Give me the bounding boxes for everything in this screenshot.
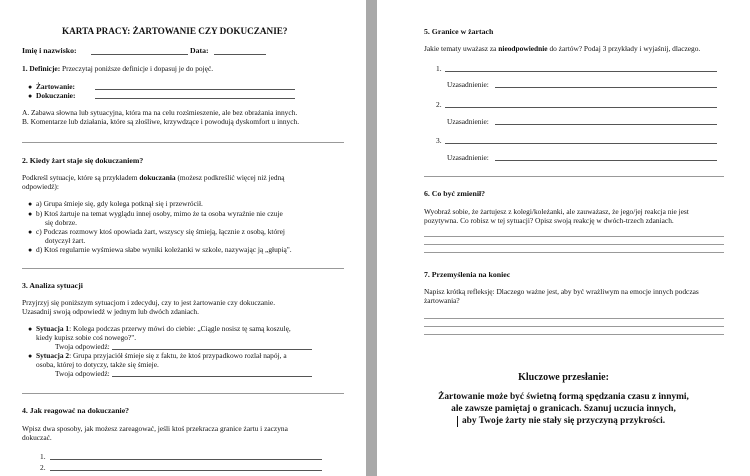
name-field[interactable] (91, 54, 188, 55)
answer-line[interactable] (424, 252, 724, 253)
section-3-heading: 3. Analiza sytuacji (22, 281, 83, 290)
section-divider (424, 176, 724, 177)
bullet-icon: ● (28, 246, 33, 254)
bullet-icon: ● (28, 228, 33, 236)
reaction-1-field[interactable] (50, 459, 322, 460)
section-6-instruction-cont: pozytywna. Co robisz w tej sytuacji? Opisz swoją reakcję w dwóch-trzech zdaniach. (424, 216, 674, 225)
text-cursor (457, 416, 458, 427)
situation-1-cont: kiedy kupisz sobie coś nowego?". (36, 333, 137, 342)
bullet-icon: ● (28, 92, 33, 100)
section-divider (22, 393, 344, 394)
section-divider (22, 268, 344, 269)
topic-3-field[interactable] (445, 143, 717, 144)
option-b-cont: się dobrze. (45, 218, 78, 227)
option-b[interactable]: b) Ktoś żartuje na temat wyglądu innej osoby, mimo że ta osoba wyraźnie nie czuje (36, 209, 283, 218)
topic-2-field[interactable] (445, 107, 717, 108)
answer-line[interactable] (424, 326, 724, 327)
option-c-cont: dotyczył żart. (45, 236, 86, 245)
situation-1-answer-field[interactable] (112, 349, 312, 350)
answer-line[interactable] (424, 236, 724, 237)
answer-number: 2. (40, 463, 46, 472)
answer-line[interactable] (424, 318, 724, 319)
answer-label: Twoja odpowiedź: (55, 342, 110, 351)
justification-label: Uzasadnienie: (447, 117, 489, 126)
section-3-instruction: Przyjrzyj się poniższym sytuacjom i zdecyduj, czy to jest żartowanie czy dokuczanie. (22, 298, 276, 307)
option-a[interactable]: a) Grupa śmieje się, gdy kolega potknął się i przewrócił. (36, 199, 203, 208)
answer-number: 3. (436, 136, 442, 145)
section-6-heading: 6. Co być zmienił? (424, 189, 486, 198)
section-2-instruction-cont: odpowiedź): (22, 182, 59, 191)
section-4-heading: 4. Jak reagować na dokuczanie? (22, 406, 130, 415)
answer-number: 1. (436, 64, 442, 73)
definition-b: B. Komentarze lub działania, które są złośliwe, krzywdzące i powodują dyskomfort u innych. (22, 117, 300, 126)
topic-1-field[interactable] (445, 71, 717, 72)
section-divider (22, 142, 344, 143)
justification-2-field[interactable] (495, 124, 717, 125)
answer-line[interactable] (424, 334, 724, 335)
situation-2-cont: osoba, której to dotyczy, także się śmieje. (36, 360, 159, 369)
section-2-heading: 2. Kiedy żart staje się dokuczaniem? (22, 156, 144, 165)
term-zartowanie: Żartowanie: (36, 82, 76, 91)
term-dokuczanie: Dokuczanie: (36, 91, 76, 100)
date-label: Data: (190, 46, 209, 55)
answer-line[interactable] (424, 244, 724, 245)
section-1-instruction: 1. Definicje: Przeczytaj poniższe definicje i dopasuj je do pojęć. (22, 64, 214, 73)
page-gutter (366, 0, 377, 476)
worksheet-page-1 (0, 0, 366, 476)
term-1-answer-field[interactable] (95, 89, 295, 90)
section-7-instruction-cont: żartowania? (424, 296, 460, 305)
definition-a: A. Zabawa słowna lub sytuacyjna, która ma na celu rozśmieszenie, ale bez obrażania innych. (22, 108, 298, 117)
bullet-icon: ● (28, 83, 33, 91)
bullet-icon: ● (28, 352, 33, 360)
section-4-instruction: Wpisz dwa sposoby, jak możesz zareagować, jeśli ktoś przekracza granice żartu i zaczyna (22, 424, 288, 433)
section-7-instruction: Napisz krótką refleksję: Dlaczego ważne jest, aby być wrażliwym na emocje innych podczas (424, 287, 699, 296)
section-5-heading: 5. Granice w żartach (424, 27, 494, 36)
key-message-line-1: Żartowanie może być świetną formą spędzania czasu z innymi, (438, 392, 689, 402)
justification-label: Uzasadnienie: (447, 80, 489, 89)
section-2-instruction: Podkreśl sytuacje, które są przykładem dokuczania (możesz podkreślić więcej niż jedną (22, 173, 285, 182)
justification-1-field[interactable] (495, 87, 717, 88)
justification-label: Uzasadnienie: (447, 153, 489, 162)
option-d[interactable]: d) Ktoś regularnie wyśmiewa słabe wyniki koleżanki w szkole, nazywając ją „głupią". (36, 245, 292, 254)
date-field[interactable] (214, 54, 266, 55)
section-4-instruction-cont: dokuczać. (22, 433, 52, 442)
key-message-line-2: ale zawsze pamiętaj o granicach. Szanuj uczucia innych, (451, 404, 676, 414)
key-message-line-3: aby Twoje żarty nie stały się przyczyną przykrości. (461, 416, 666, 426)
situation-2: Sytuacja 2: Grupa przyjaciół śmieje się z faktu, że ktoś przypadkowo rozlał napój, a (36, 351, 287, 360)
bullet-icon: ● (28, 200, 33, 208)
name-label: Imię i nazwisko: (22, 46, 77, 55)
situation-1: Sytuacja 1: Kolega podczas przerwy mówi do ciebie: „Ciągle nosisz tę samą koszulę, (36, 324, 291, 333)
section-7-heading: 7. Przemyślenia na koniec (424, 270, 511, 279)
answer-number: 1. (40, 452, 46, 461)
option-c[interactable]: c) Podczas rozmowy ktoś opowiada żart, wszyscy się śmieją, łącznie z osobą, której (36, 227, 285, 236)
section-5-instruction: Jakie tematy uważasz za nieodpowiednie do żartów? Podaj 3 przykłady i wyjaśnij, dlaczego. (424, 44, 701, 53)
situation-2-answer-field[interactable] (112, 376, 312, 377)
worksheet-title: KARTA PRACY: ŻARTOWANIE CZY DOKUCZANIE? (62, 26, 288, 36)
term-2-answer-field[interactable] (95, 98, 295, 99)
reaction-2-field[interactable] (50, 470, 322, 471)
section-3-instruction-cont: Uzasadnij swoją odpowiedź w jednym lub dwóch zdaniach. (22, 307, 199, 316)
bullet-icon: ● (28, 325, 33, 333)
bullet-icon: ● (28, 210, 33, 218)
answer-number: 2. (436, 100, 442, 109)
key-message-heading: Kluczowe przesłanie: (518, 372, 609, 383)
justification-3-field[interactable] (495, 160, 717, 161)
worksheet-page-2 (377, 0, 750, 476)
section-6-instruction: Wyobraź sobie, że żartujesz z kolegi/koleżanki, ale zauważasz, że jego/jej reakcja nie jest (424, 207, 689, 216)
answer-label: Twoja odpowiedź: (55, 369, 110, 378)
